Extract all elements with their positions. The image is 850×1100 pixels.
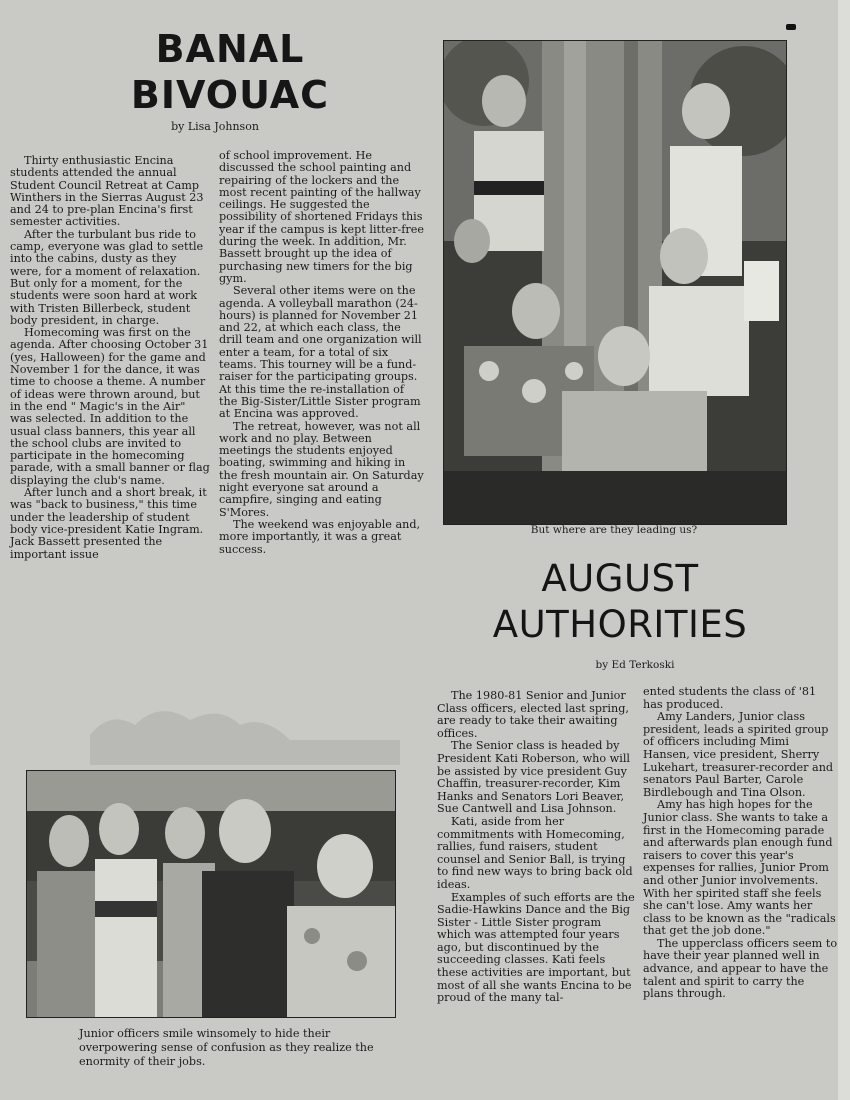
photo-group-at-tree bbox=[443, 40, 787, 525]
paragraph: After the turbulant bus ride to camp, everyone was glad to settle into the cabins, dusty as they were, for a moment of relaxation. But only for a moment, for the students were soon hard at work with Tristen Billerbeck, student body president, in charge. bbox=[10, 227, 204, 327]
photo1-caption: But where are they leading us? bbox=[530, 524, 698, 536]
article1-column-1 bbox=[10, 155, 210, 561]
byline-article-2: by Ed Terkoski bbox=[595, 659, 675, 671]
headline-banal-bivouac bbox=[60, 26, 400, 118]
headline-line-2: AUTHORITIES bbox=[492, 603, 748, 646]
paragraph: ented students the class of '81 has produced. bbox=[643, 685, 817, 711]
paragraph: Kati, aside from her commitments with Homecoming, rallies, fund raisers, student counsel and Senior Ball, is trying to find new ways to bring back old ideas. bbox=[437, 814, 633, 891]
page-edge bbox=[838, 0, 850, 1100]
paragraph: Several other items were on the agenda. A volleyball marathon (24-hours) is planned for November 21 and 22, at which each class, the drill team and one organization will enter a team, for a total of six teams. This tourney will be a fund-raiser for the participating groups. At this time the re-installation of the Big-Sister/Little Sister program at Encina was approved. bbox=[219, 284, 422, 421]
paragraph: Homecoming was first on the agenda. After choosing October 31 (yes, Halloween) for the game and November 1 for the dance, it was time to choose a theme. A number of ideas were thrown around, but in the end " Magic's in the Air" was selected. In addition to the usual class banners, this year all the school clubs are invited to participate in the homecoming parade, with a small banner or flag displaying the club's name. bbox=[10, 326, 210, 487]
paragraph: of school improvement. He discussed the school painting and repairing of the lockers and the most recent painting of the hallway ceilings. He suggested the possibility of shortened Fridays this year if the campus is kept litter-free during the week. In addition, Mr. Bassett brought up the idea of purchasing new timers for the big gym. bbox=[219, 149, 424, 285]
paragraph: The 1980-81 Senior and Junior Class officers, elected last spring, are ready to take their awaiting offices. bbox=[437, 689, 629, 740]
paragraph: Amy has high hopes for the Junior class. She wants to take a first in the Homecoming parade and afterwards plan enough fund raisers to cover this year's expenses for rallies, Junior Prom and other Junior involvements. With her spirited staff she feels she can't lose. Amy wants her class to be known as the "radicals that get the job done." bbox=[643, 798, 836, 938]
paragraph: The weekend was enjoyable and, more importantly, it was a great success. bbox=[219, 517, 421, 556]
article2-column-2 bbox=[643, 686, 838, 1001]
article1-column-2 bbox=[219, 150, 425, 556]
paragraph: Amy Landers, Junior class president, leads a spirited group of officers including Mimi Hansen, vice president, Sherry Lukehart, treasurer-recorder and senators Paul Barter, Carole Birdlebough and Tina Olson. bbox=[643, 710, 834, 799]
headline-august-authorities bbox=[440, 556, 800, 648]
paragraph: The retreat, however, was not all work and no play. Between meetings the students enjoyed boating, swimming and hiking in the fresh mountain air. On Saturday night everyone sat around a campfire, singing and eating S'Mores. bbox=[219, 419, 424, 519]
photo-junior-officers-image bbox=[27, 771, 395, 1017]
photo-group-at-tree-image bbox=[444, 41, 786, 524]
article2-column-1 bbox=[437, 690, 637, 1005]
headline-line-2: BIVOUAC bbox=[130, 73, 330, 117]
page-mark bbox=[786, 24, 796, 30]
photo-junior-officers bbox=[26, 770, 396, 1018]
paragraph: Thirty enthusiastic Encina students attended the annual Student Council Retreat at Camp Winthers in the Sierras August 23 and 24 to pre-plan Encina's first semester activities. bbox=[10, 154, 204, 229]
paragraph: Examples of such efforts are the Sadie-Hawkins Dance and the Big Sister - Little Sister program which was attempted four years ago, but discontinued by the succeeding classes. Kati feels these activities are important, but most of all she wants Encina to be proud of the many tal- bbox=[437, 890, 635, 1005]
byline-article-1: by Lisa Johnson bbox=[171, 120, 259, 133]
paragraph: The upperclass officers seem to have their year planned well in advance, and appear to have the talent and spirit to carry the plans through. bbox=[643, 936, 838, 1001]
paragraph: After lunch and a short break, it was "back to business," this time under the leadership of student body vice-president Katie Ingram. Jack Bassett presented the important issue bbox=[10, 486, 207, 561]
headline-line-1: BANAL bbox=[155, 27, 305, 71]
background-tree-line bbox=[90, 695, 400, 765]
photo2-caption: Junior officers smile winsomely to hide their overpowering sense of confusion as they realize the enormity of their jobs. bbox=[79, 1027, 374, 1068]
paragraph: The Senior class is headed by President Kati Roberson, who will be assisted by vice president Guy Chaffin, treasurer-recorder, Kim Hanks and Senators Lori Beaver, Sue Cantwell and Lisa Johnson. bbox=[437, 739, 630, 816]
headline-line-1: AUGUST bbox=[541, 557, 699, 600]
